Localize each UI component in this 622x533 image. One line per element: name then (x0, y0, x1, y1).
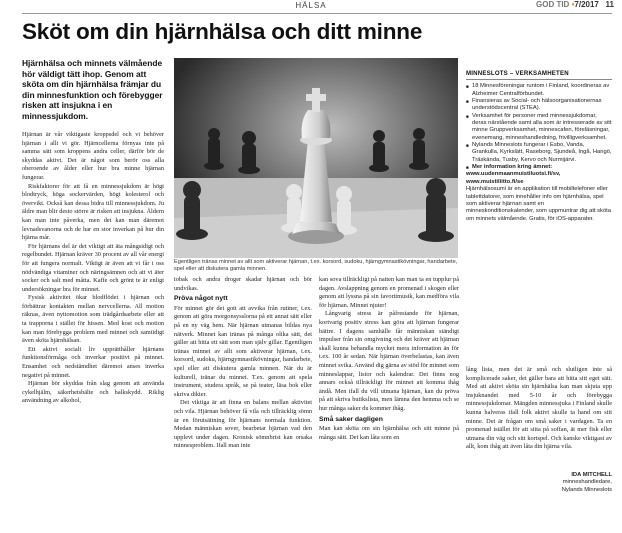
publication-brand (536, 0, 614, 9)
brand-name: GOD TID (536, 0, 570, 9)
subheading: Pröva något nytt (174, 295, 228, 303)
info-link[interactable]: www.uudenmaanmuistiluotsi.fi/sv, (466, 171, 561, 178)
brand-separator: • (571, 0, 575, 9)
more-info-label: ■ Mer information kring ämnet: (466, 164, 612, 171)
info-box-title: MINNESLOTS – VERKSAMHETEN (466, 70, 569, 77)
article-column-1 (22, 131, 164, 406)
info-link[interactable]: www.muistiliitto.fi/se (466, 178, 524, 185)
photo-caption: Egentligen tränas minnet av allt som aktiverar hjärnan, t.ex. korsord, sudoku, hjärngymnastikövningar, handarbete, spel eller att diskutera gamla minnen. (174, 259, 458, 273)
app-info: Hjärnhälsosumi är en applikation till mobiltelefoner eller tablettdatorer, som innehåller info om hjärnhälsa, spel som aktiverar hjärnan samt en minneskonditionskalender, som uppmuntrar dig att sköta om minnets välmående. Gratis, för iOS-apparater. (466, 186, 612, 222)
author-org: Nylands Minneslots (561, 486, 612, 493)
article-lead: Hjärnhälsa och minnets välmående hör väldigt tätt ihop. Genom att sköta om din hjärnhälsa främjar du din minnesfunktion och förebygger risken att insjukna i en minnessjukdom. (22, 58, 163, 121)
article-headline: Sköt om din hjärnhälsa och ditt minne (22, 19, 423, 44)
paragraph: Fysisk aktivitet ökar blodflödet i hjärnan och förbättrar kontakten mellan nervcellerna. All motion räknas, även nyttomotion som trädgårdsarbete eller att ta trapporna i stället för hissen. Med kost och motion kan man förebygga problem med minnet och samtidigt även sköta hjärnhälsan. (22, 294, 164, 345)
author-signature (562, 472, 612, 494)
chess-king-icon (174, 58, 458, 258)
paragraph: Riskfaktorer för att få en minnessjukdom är högt blodtryck, höga sockervärden, högt kolesterol och övervikt. Också kan dessa bidra till minnessjukdom. Ju äldre man blir desto större är risken att insjukna. Åldern kan man inte påverka, men det kan man däremot levnadsvanorna och de har en stor inverkan på hur din hjärna mår. (22, 182, 164, 242)
paragraph: Hjärnan är vår viktigaste kroppsdel och vi behöver hjärnan i allt vi gör. Hjärncellerna förnyas inte på samma sätt som kroppens andra celler, därför bör de skyddas aktivt. Det är något som berör oss alla oberoende av ålder eller hur bra minne hjärnan fungerar. (22, 131, 164, 181)
section-label: HÄLSA (295, 1, 327, 10)
paragraph: För hjärnans del är det viktigt att äta mångsidigt och regelbundet. Hjärnan kräver 30 procent av all vår energi för att fungera normalt. Viktigt är även att vi får i oss nödvändiga vitaminer och näringsämnen och att vi äter socker och salt med måtta. Kaffe och grönt te är enligt undersökningar bra för minnet. (22, 242, 164, 293)
paragraph: Ett aktivt socialt liv upprätthåller hjärnans funktionsförmåga och inverkar positivt på minnet. Ensamhet och nedstämdhet däremot anses inverka negativt på minnet. (22, 345, 164, 379)
info-box-rule (466, 79, 612, 80)
paragraph: lång lista, men det är små och slutligen inte så komplicerade saker, det gäller bara att hitta sitt eget sätt. Med att aktivt sköta sin hjärnhälsa kan man skjuta upp insjuknandet med 5-10 år och förebygga minnessjukdomar. Mängden minnessjuka i Finland skulle kunna halveras ifall folk aktivt skulle ta hand om sitt minne. Det är frågan om små saker i vardagen. Ta en promenad istället för att sitta på soffan, ät mer fisk eller utmana din väg och sitt kortspel. Och kanske viktigast av allt, kom ihåg att även låta din hjärna vila. (466, 366, 612, 451)
header-rule (22, 13, 612, 14)
author-role: minneshandledare, (562, 479, 612, 486)
article-column-3 (319, 276, 459, 442)
paragraph: Hjärnan bör skyddas från slag genom att använda cykelhjälm, säkerhetsbälte och halkskydd. Riklig användning av alkohol, (22, 380, 164, 405)
issue-number: 7/2017 (574, 0, 599, 9)
page-number: 11 (605, 0, 614, 9)
paragraph: kan sova tillräckligt på natten kan man ta en tupplur på dagen. Avslappning genom en promenad i skogen eller genom att lyssna på sin favoritmusik, kan medföra vila för hjärnan. Minnet njuter! (319, 276, 459, 309)
info-item: ■ Nylands Minneslots fungerar i Esbo, Vanda, Grankulla, Kyrkslätt, Raseborg, Sjundeå, Ingå, Hangö, Träskända, Tusby, Kervo och Nurmijärvi. (466, 142, 612, 164)
article-column-4 (466, 366, 612, 452)
paragraph: Det viktiga är att finna en balans mellan aktivitet och vila. Hjärnan behöver få vila och tillräcklig sömn är en förutsättning för hjärnans normala funktion. Medan människan sover, bearbetar hjärnan vad den upplevt under dagen. Kronisk sömnbrist kan orsaka minnesproblem. Ifall man inte (174, 399, 312, 450)
paragraph: Man kan sköta om sin hjärnhälsa och sitt minne på många sätt. Det kan låta som en (319, 425, 459, 441)
info-box (466, 70, 612, 223)
paragraph: För minnet gör det gott att avvika från rutiner, t.ex. genom att göra morgonsysslorna på ett annat sätt eller på en ny väg hem. När hjärnan utmanas bildas nya nätverk. Minnet kan tränas på många olika sätt, det gäller att hitta ett sätt som man själv gillar. Egentligen tränas minnet av allt som aktiverar hjärnan, t.ex. korsord, sudoku, hjärngymnastikövningar, handarbete, spel eller att diskutera gamla minnen. När du är kulturell, tränar du minnet. T.ex. genom att spela instrument, studera språk, se på teater, läsa bok eller skriva dikter. (174, 304, 312, 398)
info-item: ■ 18 Minnesföreningar runtom i Finland, koordineras av Alzheimer Centralförbundet. (466, 83, 612, 98)
paragraph: tobak och andra droger skadar hjärnan och bör undvikas. (174, 276, 312, 292)
chess-photo (174, 58, 458, 258)
info-item: ■ Verksamhet för personer med minnessjukdomar, deras närstående samt alla som är intresserade av sitt minne Gruppverksamhet, minnescafen, föreläsningar, evenemang, minneshandledning, frivilligverksamhet. (466, 113, 612, 142)
paragraph: Långvarig stress är påfrestande för hjärnan, kortvarig positiv stress kan göra att hjärnan fungerar bättre. I dagens samhälle får människan ständigt impulser från sin omgivning och det kräver att hjärnan skall kunna behandla mycket mera information än för t.ex. 100 år sedan. När hjärnan överbelastas, kan även minnet svika. Använd dig gärna av stöd för minnet som minneslappar, listor och kalendrar. Det finns nog annars också tillräckligt för minnet att komma ihåg ändå. Men ifall du vill utmana hjärnan, kan du pröva på att skriva butikslista, men lämna den hemma och se hur många saker du kommer ihåg. (319, 310, 459, 412)
article-column-2 (174, 276, 312, 451)
author-name: IDA MITCHELL (571, 472, 612, 478)
info-item: ■ Finansieras av Social- och hälsoorganisationernas understödscentral (STEA). (466, 98, 612, 113)
subheading: Små saker dagligen (319, 415, 383, 423)
